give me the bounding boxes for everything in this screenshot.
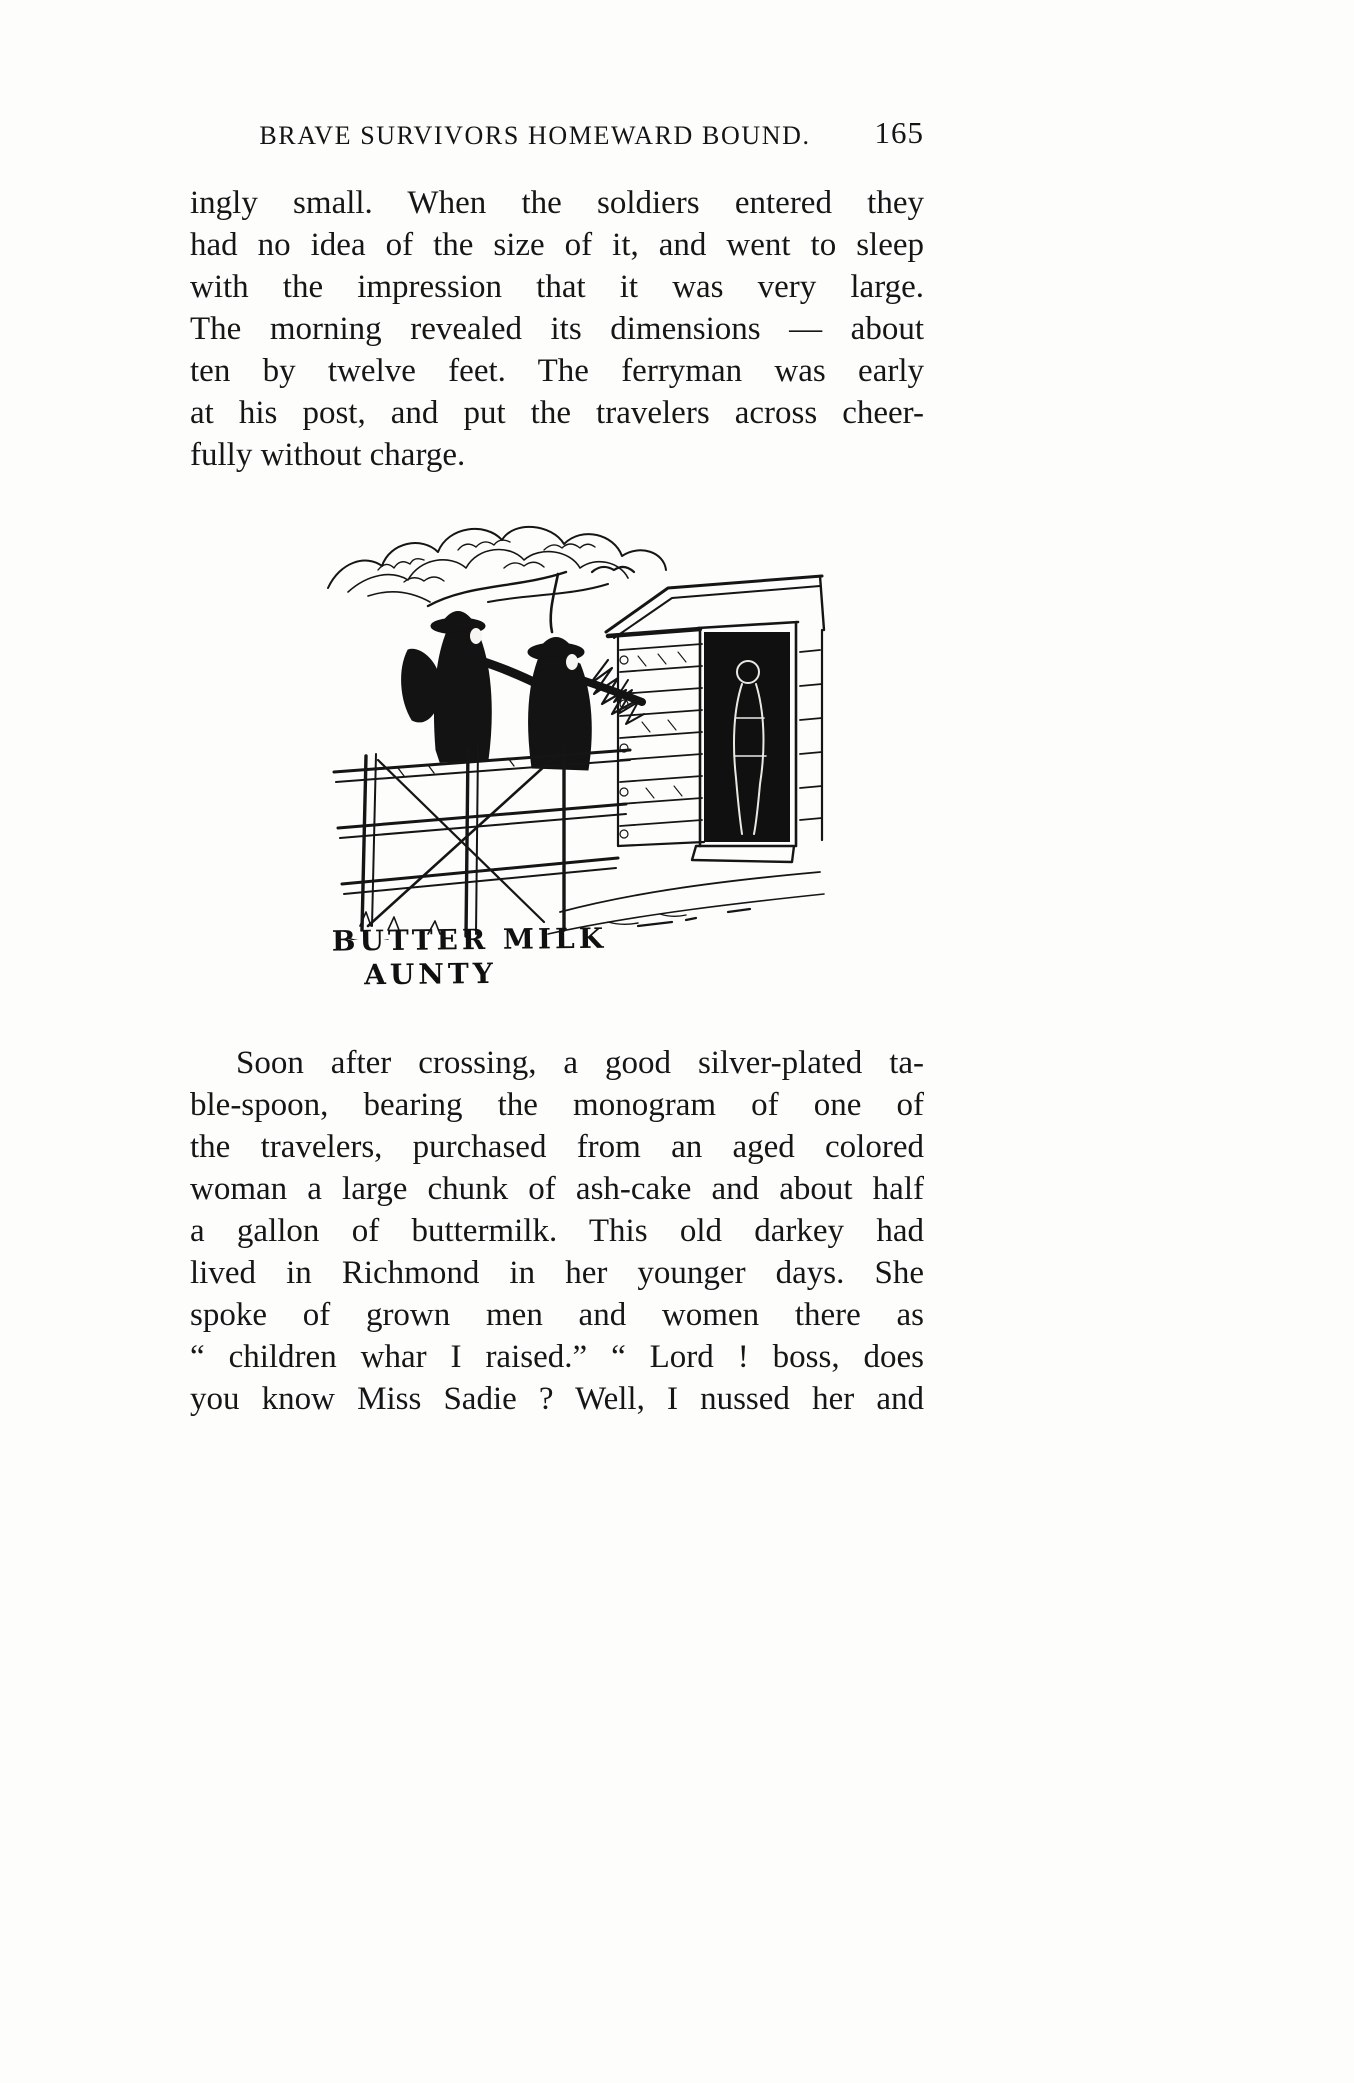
text-line: The morning revealed its dimensions — about [190,311,924,347]
text-line: “ children whar I raised.” “ Lord ! boss, does [190,1339,924,1375]
text-line: with the impression that it was very large. [190,269,924,305]
text-line: ingly small. When the soldiers entered they [190,185,924,221]
caption-line-2: AUNTY [364,956,497,992]
caption-line-1: BUTTER MILK [331,921,608,958]
text-line: the travelers, purchased from an aged colored [190,1129,924,1165]
illustration [308,510,828,990]
text-line: at his post, and put the travelers across cheer- [190,395,924,431]
text-line: lived in Richmond in her younger days. She [190,1255,924,1291]
paragraph-2 [190,1042,924,1420]
text-line: had no idea of the size of it, and went to sleep [190,227,924,263]
page-header [190,115,924,154]
text-line: you know Miss Sadie ? Well, I nussed her and [190,1381,924,1417]
text-line: Soon after crossing, a good silver-plated ta- [236,1045,924,1081]
illustration-drawing [308,510,828,940]
text-line: a gallon of buttermilk. This old darkey had [190,1213,924,1249]
text-line: spoke of grown men and women there as [190,1297,924,1333]
paragraph-1 [190,182,924,476]
text-line: ten by twelve feet. The ferryman was early [190,353,924,389]
text-line: woman a large chunk of ash-cake and about half [190,1171,924,1207]
text-line: fully without charge. [190,437,466,473]
illustration-caption [332,919,829,992]
page-number: 165 [874,115,924,150]
text-column [190,0,924,1420]
text-line: ble-spoon, bearing the monogram of one of [190,1087,924,1123]
running-title: BRAVE SURVIVORS HOMEWARD BOUND. [259,121,811,150]
